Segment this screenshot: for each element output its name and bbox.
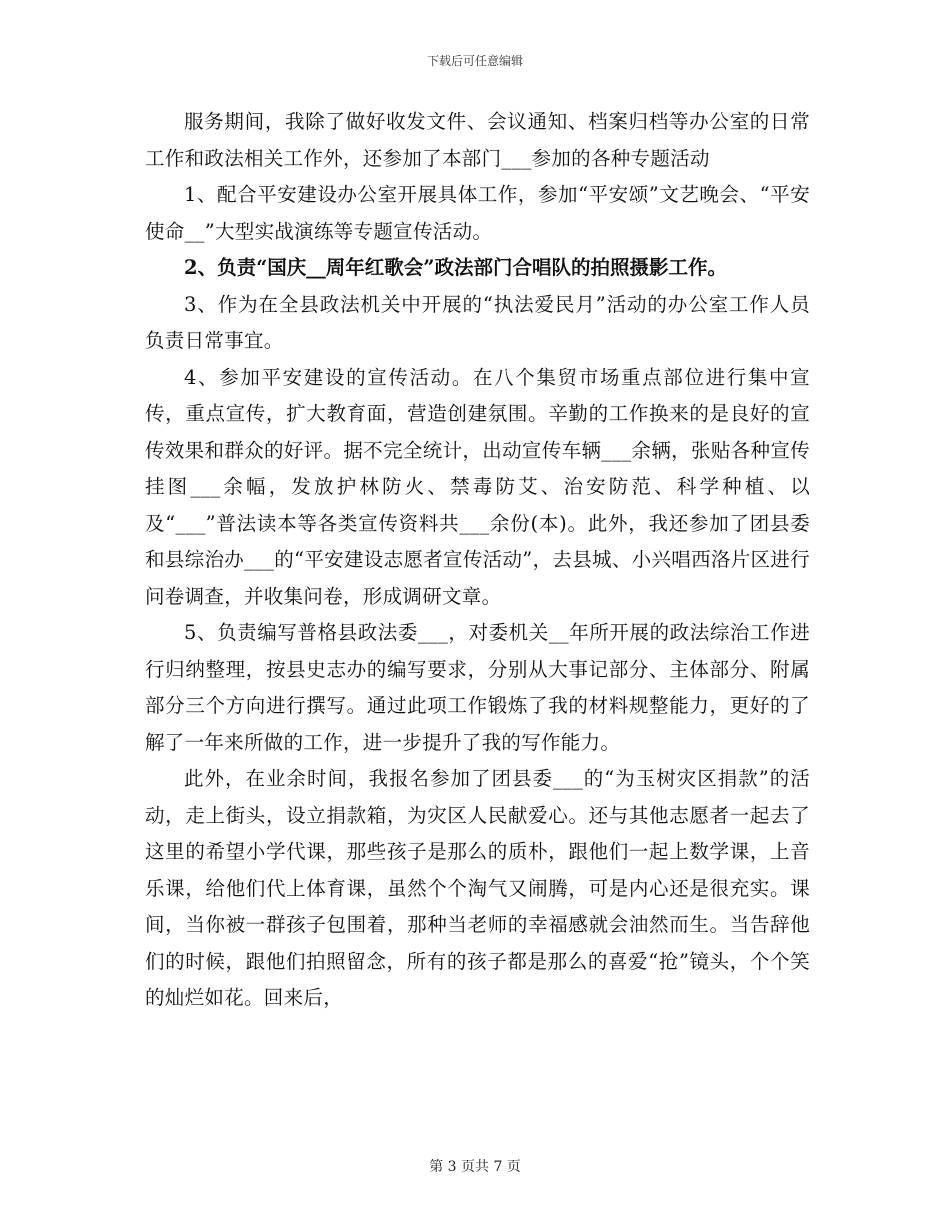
paragraph-item-1: 1、配合平安建设办公室开展具体工作，参加“平安颂”文艺晚会、“平安使命__”大型实战演练等专题宣传活动。 [145, 183, 810, 243]
document-body [145, 104, 810, 1017]
paragraph-item-4: 4、参加平安建设的宣传活动。在八个集贸市场重点部位进行集中宣传，重点宣传，扩大教育面，营造创建氛围。辛勤的工作换来的是良好的宣传效果和群众的好评。据不完全统计，出动宣传车辆___余辆，张贴各种宣传挂图___余幅，发放护林防火、禁毒防艾、治安防范、科学种植、以及“___”普法读本等各类宣传资料共___余份(本)。此外，我还参加了团县委和县综治办___的“平安建设志愿者宣传活动”，去县城、小兴唱西洛片区进行问卷调查，并收集问卷，形成调研文章。 [145, 365, 810, 608]
paragraph-spare-time: 此外，在业余时间，我报名参加了团县委___的“为玉树灾区捐款”的活动，走上街头，设立捐款箱，为灾区人民献爱心。还与其他志愿者一起去了这里的希望小学代课，那些孩子是那么的质朴，跟他们一起上数学课，上音乐课，给他们代上体育课，虽然个个淘气又闹腾，可是内心还是很充实。课间，当你被一群孩子包围着，那种当老师的幸福感就会油然而生。当告辞他们的时候，跟他们拍照留念，所有的孩子都是那么的喜爱“抢”镜头，个个笑的灿烂如花。回来后， [145, 767, 810, 1009]
paragraph-service-period: 服务期间，我除了做好收发文件、会议通知、档案归档等办公室的日常工作和政法相关工作外，还参加了本部门___参加的各种专题活动 [145, 110, 810, 170]
page-header: 下载后可任意编辑 [426, 54, 523, 68]
paragraph-item-2: 2、负责“国庆__周年红歌会”政法部门合唱队的拍照摄影工作。 [184, 256, 728, 279]
paragraph-item-3: 3、作为在全县政法机关中开展的“执法爱民月”活动的办公室工作人员负责日常事宜。 [145, 292, 810, 352]
paragraph-item-5: 5、负责编写普格县政法委___，对委机关__年所开展的政法综治工作进行归纳整理，按县史志办的编写要求，分别从大事记部分、主体部分、附属部分三个方向进行撰写。通过此项工作锻炼了我的材料规整能力，更好的了解了一年来所做的工作，进一步提升了我的写作能力。 [145, 621, 810, 754]
page-footer: 第 3 页共 7 页 [429, 1159, 521, 1175]
